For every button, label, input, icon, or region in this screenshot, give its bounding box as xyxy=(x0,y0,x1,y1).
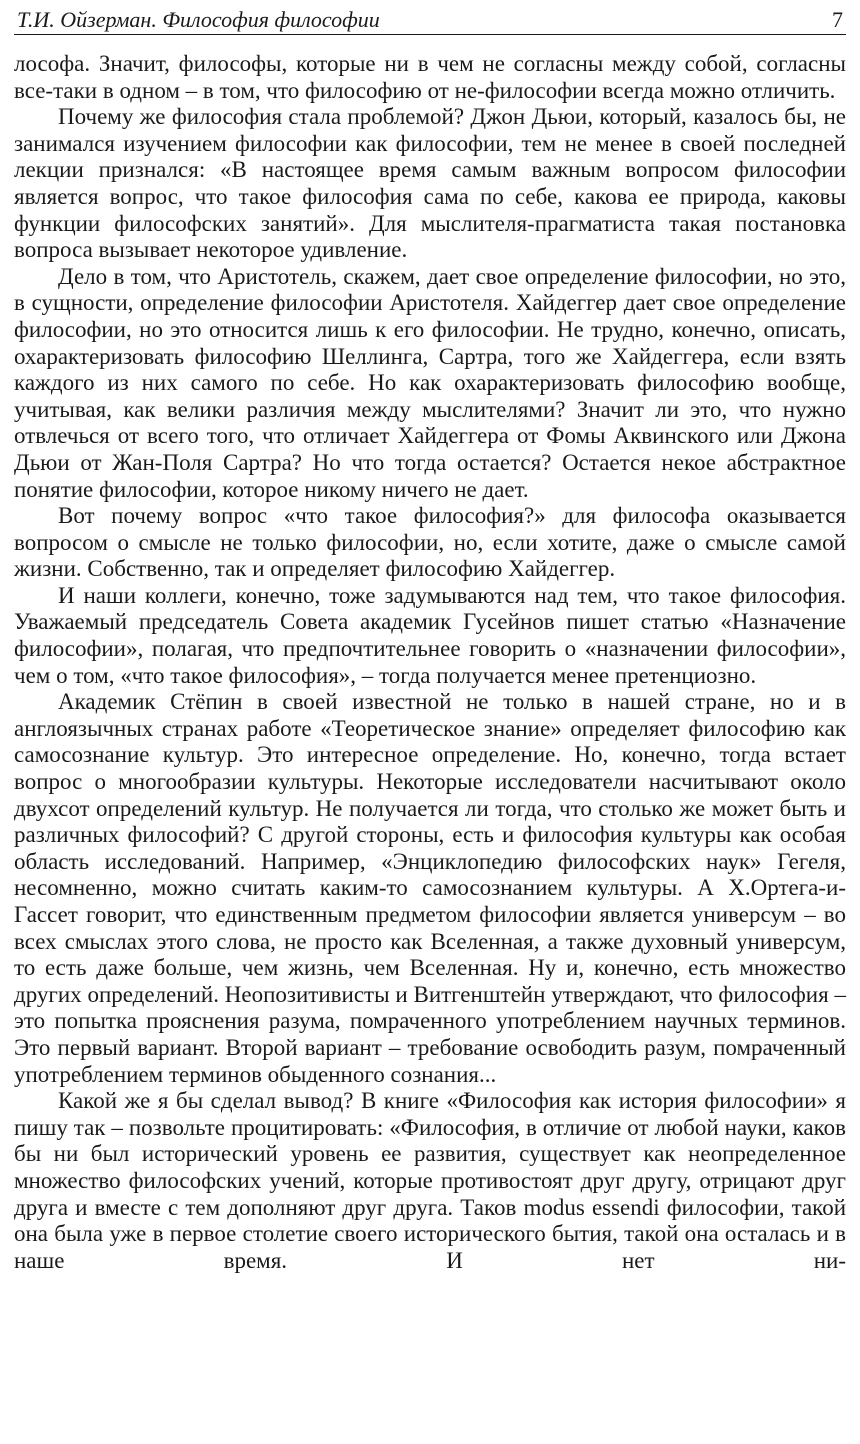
paragraph: Почему же философия стала проблемой? Джон Дьюи, который, казалось бы, не занимался изучением философии как философии, тем не менее в своей последней лекции признался: «В настоящее время самым важным вопросом философии является вопрос, что такое философия сама по себе, какова ее природа, каковы функции философских занятий». Для мыслителя-прагматиста такая постановка вопроса вызывает некоторое удивление. xyxy=(14,104,846,263)
running-header xyxy=(14,0,846,35)
paragraph: И наши коллеги, конечно, тоже задумываются над тем, что такое философия. Уважаемый председатель Совета академик Гусейнов пишет статью «Назначение философии», полагая, что предпочтительнее говорить о «назначении философии», чем о том, «что такое философия», – тогда получается менее претенциозно. xyxy=(14,582,846,688)
running-title: Т.И. Ойзерман. Философия философии xyxy=(17,7,380,32)
book-page xyxy=(14,0,846,1274)
paragraph: Какой же я бы сделал вывод? В книге «Философия как история философии» я пишу так – позвольте процитировать: «Философия, в отличие от любой науки, каков бы ни был исторический уровень ее развития, существует как неопределенное множество философских учений, которые противостоят друг другу, отрицают друг друга и вместе с тем дополняют друг друга. Таков modus essendi философии, такой она была уже в первое столетие своего исторического бытия, такой она осталась и в наше время. И нет ни- xyxy=(14,1088,846,1273)
body-text xyxy=(14,51,846,1274)
paragraph: Дело в том, что Аристотель, скажем, дает свое определение философии, но это, в сущности, определение философии Аристотеля. Хайдеггер дает свое определение философии, но это относится лишь к его философии. Не трудно, конечно, описать, охарактеризовать философию Шеллинга, Сартра, того же Хайдеггера, если взять каждого из них самого по себе. Но как охарактеризовать философию вообще, учитывая, как велики различия между мыслителями? Значит ли это, что нужно отвлечься от всего того, что отличает Хайдеггера от Фомы Аквинского или Джона Дьюи от Жан-Поля Сартра? Но что тогда остается? Остается некое абстрактное понятие философии, которое никому ничего не дает. xyxy=(14,263,846,502)
page-number: 7 xyxy=(832,7,843,32)
paragraph: Академик Стёпин в своей известной не только в нашей стране, но и в англоязычных странах работе «Теоретическое знание» определяет философию как самосознание культур. Это интересное определение. Но, конечно, тогда встает вопрос о многообразии культуры. Некоторые исследователи насчитывают около двухсот определений культур. Не получается ли тогда, что столько же может быть и различных философий? С другой стороны, есть и философия культуры как особая область исследований. Например, «Энциклопедию философских наук» Гегеля, несомненно, можно считать каким-то самосознанием культуры. А Х.Ортега-и-Гассет говорит, что единственным предметом философии является универсум – во всех смыслах этого слова, не просто как Вселенная, а также духовный универсум, то есть даже больше, чем жизнь, чем Вселенная. Ну и, конечно, есть множество других определений. Неопозитивисты и Витгенштейн утверждают, что философия – это попытка прояснения разума, помраченного употреблением научных терминов. Это первый вариант. Второй вариант – требование освободить разум, помраченный употреблением терминов обыденного сознания... xyxy=(14,689,846,1087)
paragraph: Вот почему вопрос «что такое философия?» для философа оказывается вопросом о смысле не только философии, но, если хотите, даже о смысле самой жизни. Собственно, так и определяет философию Хайдеггер. xyxy=(14,503,846,582)
paragraph-continuation: лософа. Значит, философы, которые ни в чем не согласны между собой, согласны все-таки в одном – в том, что философию от не-философии всегда можно отличить. xyxy=(14,51,846,103)
